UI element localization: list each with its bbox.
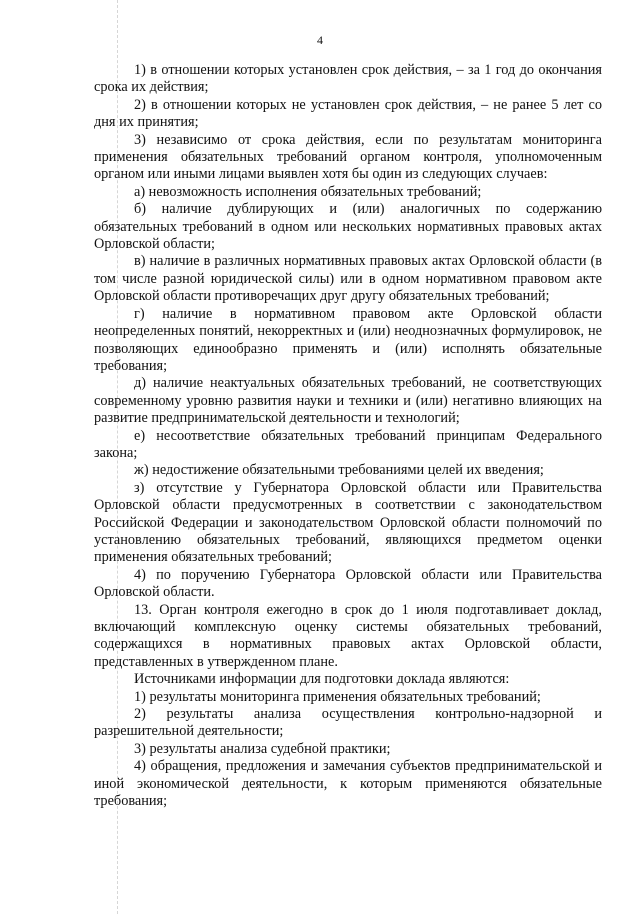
paragraph-3e: е) несоответствие обязательных требований принципам Федерального закона; <box>94 427 602 461</box>
paragraph-3: 3) независимо от срока действия, если по результатам мониторинга применения обязательных требований органом контроля, уполномоченным органом или иными лицами выявлен хотя бы один из следующих случаев: <box>94 131 602 183</box>
paragraph-3g: г) наличие в нормативном правовом акте Орловской области неопределенных понятий, некорректных и (или) неоднозначных формулировок, не позволяющих единообразно применять и (или) исполнять обязательные требования; <box>94 305 602 374</box>
sources-intro: Источниками информации для подготовки доклада являются: <box>134 671 510 688</box>
paragraph-1: 1) в отношении которых установлен срок действия, – за 1 год до окончания срока их действия; <box>94 62 602 96</box>
paragraph-3d: д) наличие неактуальных обязательных требований, не соответствующих современному уровню развития науки и техники и (или) негативно влияющих на развитие предпринимательской деятельности и технологий; <box>94 375 602 427</box>
paragraph-3v: в) наличие в различных нормативных правовых актах Орловской области (в том числе разной юридической силы) или в одном нормативном правовом акте Орловской области противоречащих друг другу обязательных требований; <box>94 253 602 305</box>
paragraph-2: 2) в отношении которых не установлен срок действия, – не ранее 5 лет со дня их принятия; <box>94 96 602 131</box>
paragraph-3b: б) наличие дублирующих и (или) аналогичных по содержанию обязательных требований в одном или нескольких нормативных правовых актах Орловской области; <box>94 201 602 253</box>
source-1: 1) результаты мониторинга применения обязательных требований; <box>134 688 541 705</box>
paragraph-4: 4) по поручению Губернатора Орловской области или Правительства Орловской области. <box>94 566 602 601</box>
paragraph-3z: з) отсутствие у Губернатора Орловской области или Правительства Орловской области предусмотренных в соответствии с законодательством Российской Федерации и законодательством Орловской области полномочий по установлению обязательных требований, являющихся предметом оценки применения обязательных требований; <box>94 479 602 566</box>
paragraph-13: 13. Орган контроля ежегодно в срок до 1 июля подготавливает доклад, включающий комплексную оценку системы обязательных требований, содержащихся в нормативных правовых актах Орловской области, представленных в утвержденном плане. <box>94 601 602 670</box>
source-4: 4) обращения, предложения и замечания субъектов предпринимательской и иной экономической деятельности, к которым применяются обязательные требования; <box>94 758 602 810</box>
paragraph-3a: а) невозможность исполнения обязательных требований; <box>134 183 482 200</box>
document-body <box>94 62 602 810</box>
page-number: 4 <box>317 33 323 47</box>
source-3: 3) результаты анализа судебной практики; <box>134 740 391 757</box>
paragraph-3zh: ж) недостижение обязательными требованиями целей их введения; <box>134 462 544 479</box>
source-2: 2) результаты анализа осуществления контрольно-надзорной и разрешительной деятельности; <box>94 706 602 740</box>
